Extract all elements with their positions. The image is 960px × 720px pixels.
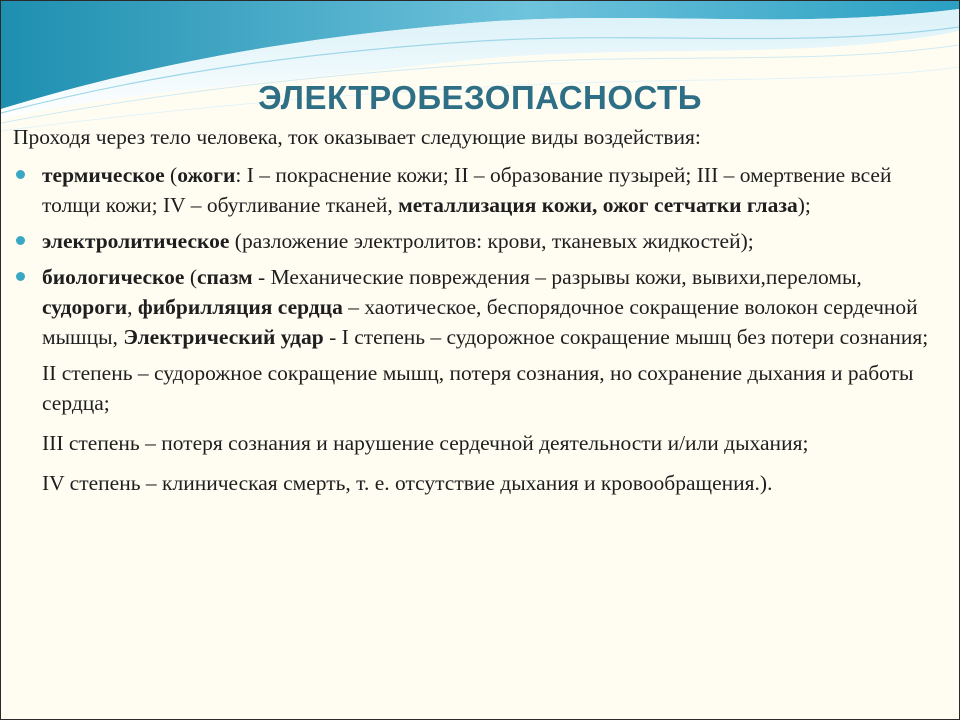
text-span: - I степень – судорожное сокращение мышц без потери сознания; [323, 325, 929, 349]
degree-4-text: IV степень – клиническая смерть, т. е. отсутствие дыхания и кровообращения.). [42, 471, 773, 495]
term-biological: биологическое [42, 265, 185, 289]
text-span: ( [164, 163, 178, 187]
term-convulsions: судороги [42, 295, 128, 319]
term-electric-shock: Электрический удар [123, 325, 324, 349]
list-item-biological [13, 262, 943, 352]
term-thermal: термическое [42, 163, 165, 187]
term-metallization: металлизация кожи, ожог сетчатки глаза [398, 193, 798, 217]
list-item-thermal [13, 160, 943, 220]
list-item-electrolytic [13, 226, 943, 256]
degree-3-text: III степень – потеря сознания и нарушение сердечной деятельности и/или дыхания; [42, 431, 809, 455]
bullet-icon [16, 236, 25, 245]
text-span: ); [797, 193, 811, 217]
text-span: - Механические повреждения – разрывы кожи, вывихи,переломы, [252, 265, 862, 289]
term-electrolytic: электролитическое [42, 229, 230, 253]
term-burns: ожоги [177, 163, 236, 187]
text-span: – хаотическое, беспорядочное сокращение волокон сердечной мышцы, [42, 295, 918, 349]
term-spasm: спазм [196, 265, 253, 289]
term-fibrillation: фибрилляция сердца [137, 295, 343, 319]
degree-2-text: II степень – судорожное сокращение мышц, потеря сознания, но сохранение дыхания и работы сердца; [42, 361, 914, 415]
slide-content [13, 122, 943, 508]
intro-text: Проходя через тело человека, ток оказывает следующие виды воздействия: [13, 125, 701, 149]
text-span: , [127, 295, 138, 319]
text-span: (разложение электролитов: крови, тканевых жидкостей); [229, 229, 754, 253]
slide-title: ЭЛЕКТРОБЕЗОПАСНОСТЬ [258, 79, 702, 116]
bullet-icon [16, 272, 25, 281]
text-span: : I – покраснение кожи; II – образование пузырей; III – омертвение всей толщи кожи; IV – обугливание тканей, [42, 163, 892, 217]
header-wave-decoration [1, 1, 959, 141]
bullet-icon [16, 170, 25, 179]
text-span: ( [184, 265, 197, 289]
